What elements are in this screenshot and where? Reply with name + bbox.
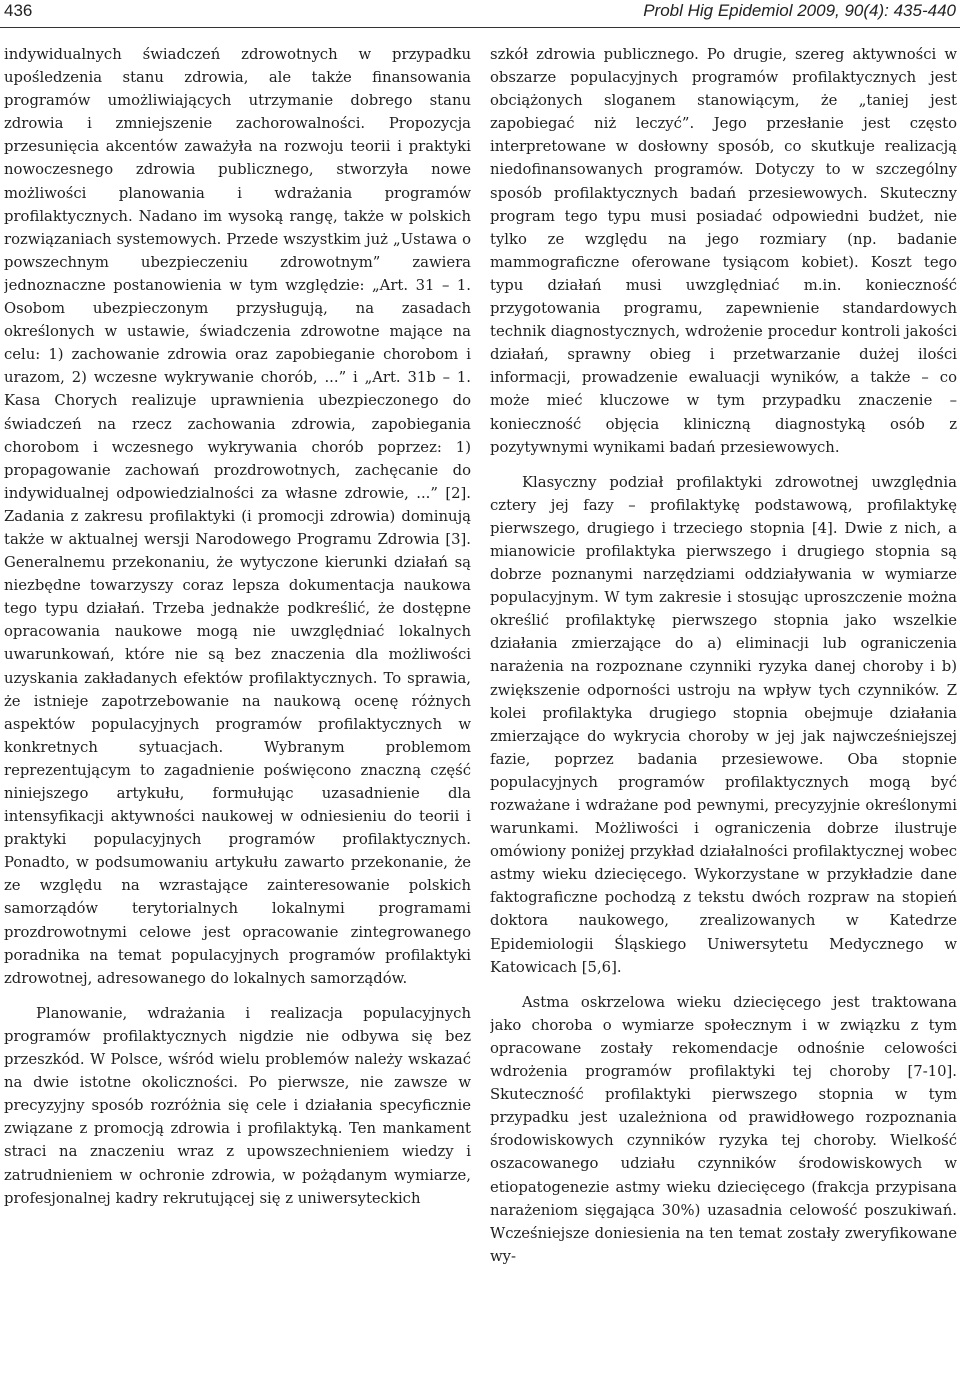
left-paragraph-1: indywidualnych świadczeń zdrowotnych w przypadku upośledzenia stanu zdrowia, ale także finansowania programów umożliwiających utrzymanie dobrego stanu zdrowia i zmniejszenie zachorowalności. Propozycja przesunięcia akcentów zaważyła na rozwoju teorii i praktyki nowoczesnego zdrowia publicznego, stworzyła nowe możliwości planowania i wdrażania programów profilaktycznych. Nadano im wysoką rangę, także w polskich rozwiązaniach systemowych. Przede wszystkim już „Ustawa o powszechnym ubezpieczeniu zdrowotnym” zawiera jednoznaczne postanowienia w tym względzie: „Art. 31 – 1. Osobom ubezpieczonym przysługują, na zasadach określonych w ustawie, świadczenia zdrowotne mające na celu: 1) zachowanie zdrowia oraz zapobieganie chorobom i urazom, 2) wczesne wykrywanie chorób, ...” i „Art. 31b – 1. Kasa Chorych realizuje uprawnienia ubezpieczonego do świadczeń na rzecz zachowania zdrowia, zapobiegania chorobom i wczesnego wykrywania chorób poprzez: 1) propagowanie zachowań prozdrowotnych, zachęcanie do indywidualnej odpowiedzialności za własne zdrowie, ...” [2]. Zadania z zakresu profilaktyki (i promocji zdrowia) dominują także w aktualnej wersji Narodowego Programu Zdrowia [3]. Generalnemu przekonaniu, że wytyczone kierunki działań są niezbędne towarzyszy coraz lepsza dokumentacja naukowa tego typu działań. Trzeba jednakże podkreślić, że dostępne opracowania naukowe mogą nie uwzględniać lokalnych uwarunkowań, które nie są bez znaczenia dla możliwości uzyskania zakładanych efektów profilaktycznych. To sprawia, że istnieje zapotrzebowanie na naukową ocenę różnych aspektów populacyjnych programów profilaktycznych w konkretnych sytuacjach. Wybranym problemom reprezentującym to zagadnienie poświęcono znaczną część niniejszego artykułu, formułując uzasadnienie dla intensyfikacji aktywności naukowej w odniesieniu do teorii i praktyki populacyjnych programów profilaktycznych. Ponadto, w podsumowaniu artykułu zawarto przekonanie, że ze względu na wzrastające zainteresowanie polskich samorządów terytorialnych lokalnymi programami prozdrowotnymi celowe jest opracowanie zintegrowanego poradnika na temat populacyjnych programów profilaktyki zdrowotnej, adresowanego do lokalnych samorządów. — [4, 46, 471, 987]
journal-citation: Probl Hig Epidemiol 2009, 90(4): 435-440 — [643, 1, 956, 20]
right-paragraph-3: Astma oskrzelowa wieku dziecięcego jest traktowana jako choroba o wymiarze społecznym i w związku z tym opracowane zostały rekomendacje odnośnie celowości wdrożenia programów profilaktyki tej choroby [7-10]. Skuteczność profilaktyki pierwszego stopnia w tym przypadku jest uzależniona od prawidłowego rozpoznania środowiskowych czynników ryzyka tej choroby. Wielkość oszacowanego udziału czynników środowiskowych w etiopatogenezie astmy wieku dziecięcego (frakcja przypisana narażeniom sięgająca 30%) uzasadnia celowość poszukiwań. Wcześniejsze doniesienia na ten temat zostały zweryfikowane wy- — [490, 993, 957, 1265]
left-paragraph-2: Planowanie, wdrażania i realizacja populacyjnych programów profilaktycznych nigdzie nie odbywa się bez przeszkód. W Polsce, wśród wielu problemów należy wskazać na dwie istotne okoliczności. Po pierwsze, nie zawsze w precyzyjny sposób rozróżnia się cele i działania specyficznie związane z promocją zdrowia i profilaktyką. Ten mankament straci na znaczeniu wraz z upowszechnieniem wiedzy i zatrudnieniem w ochronie zdrowia, w pożądanym wymiarze, profesjonalnej kadry rekrutującej się z uniwersyteckich — [4, 1004, 471, 1207]
header-rule — [0, 27, 960, 28]
page-header — [0, 0, 960, 30]
right-paragraph-1: szkół zdrowia publicznego. Po drugie, szereg aktywności w obszarze populacyjnych programów profilaktycznych jest obciążonych sloganem stanowiącym, że „taniej jest zapobiegać niż leczyć”. Jego przesłanie jest często interpretowane w dosłowny sposób, co skutkuje realizacją niedofinansowanych programów. Dotyczy to w szczególny sposób profilaktycznych badań przesiewowych. Skuteczny program tego typu musi posiadać odpowiedni budżet, nie tylko ze względu na jego rozmiary (np. badanie mammograficzne oferowane tysiącom kobiet). Koszt tego typu działań musi uwzględniać m.in. konieczność przygotowania programu, zapewnienie standardowych technik diagnostycznych, wdrożenie procedur kontroli jakości działań, sprawny obieg i przetwarzanie dużej ilości informacji, prowadzenie ewaluacji wyników, a także – co może mieć kluczowe w tym przypadku znaczenie – konieczność objęcia kliniczną diagnostyką osób z pozytywnymi wynikami badań przesiewowych. — [490, 46, 957, 456]
left-column — [4, 43, 471, 1378]
page-number: 436 — [4, 1, 33, 20]
right-column — [490, 43, 957, 1378]
right-paragraph-2: Klasyczny podział profilaktyki zdrowotnej uwzględnia cztery jej fazy – profilaktykę podstawową, profilaktykę pierwszego, drugiego i trzeciego stopnia [4]. Dwie z nich, a mianowicie profilaktyka pierwszego i drugiego stopnia są dobrze poznanymi narzędziami oddziaływania w wymiarze populacyjnym. W tym zakresie i stosując uproszczenie można określić profilaktykę pierwszego stopnia jako wszelkie działania zmierzające do a) eliminacji lub ograniczenia narażenia na rozpoznane czynniki ryzyka danej choroby i b) zwiększenie odporności ustroju na wpływ tych czynników. Z kolei profilaktyka drugiego stopnia obejmuje działania zmierzające do wykrycia choroby w jej jak najwcześniejszej fazie, poprzez badania przesiewowe. Oba stopnie populacyjnych programów profilaktycznych mogą być rozważane i wdrażane pod pewnymi, precyzyjnie określonymi warunkami. Możliwości i ograniczenia dobrze ilustruje omówiony poniżej przykład działalności profilaktycznej wobec astmy wieku dziecięcego. Wykorzystane w przykładzie dane faktograficzne pochodzą z tekstu dwóch rozpraw na stopień doktora naukowego, zrealizowanych w Katedrze Epidemiologii Śląskiego Uniwersytetu Medycznego w Katowicach [5,6]. — [490, 473, 957, 976]
